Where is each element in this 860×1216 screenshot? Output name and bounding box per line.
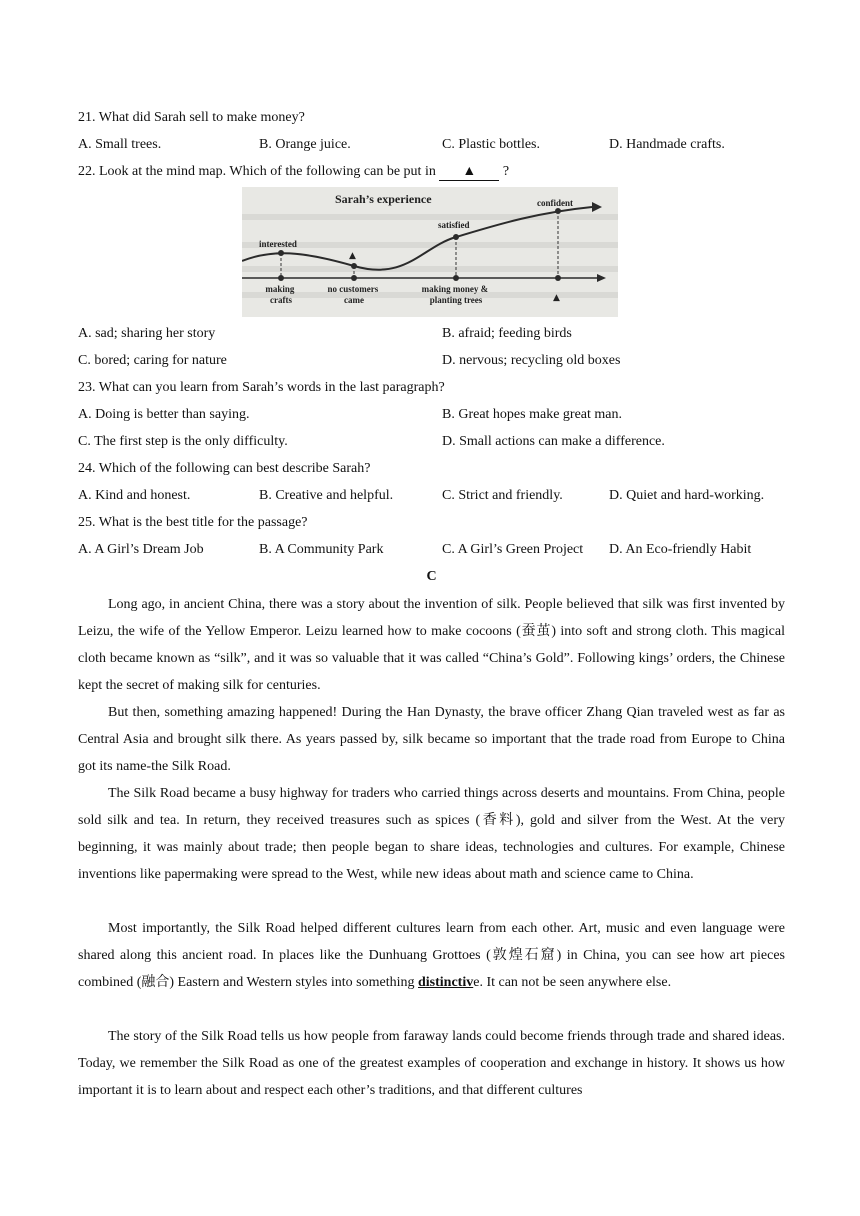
event-making-money: making money & planting trees	[421, 284, 489, 305]
question-23-stem: 23. What can you learn from Sarah’s words in the last paragraph?	[78, 380, 445, 395]
q22-option-d: D. nervous; recycling old boxes	[442, 353, 621, 368]
feeling-blank: ▲	[349, 251, 356, 261]
q25-option-d: D. An Eco-friendly Habit	[609, 542, 752, 557]
feeling-confident: confident	[537, 198, 573, 208]
q24-option-d: D. Quiet and hard-working.	[609, 488, 765, 503]
q23-option-c: C. The first step is the only difficulty.	[78, 434, 288, 449]
event-no-customers: no customers came	[327, 284, 379, 305]
mind-map-figure	[242, 187, 618, 317]
q23-option-b: B. Great hopes make great man.	[442, 407, 622, 422]
q23-option-a: A. Doing is better than saying.	[78, 407, 250, 422]
passage-paragraph-3: The Silk Road became a busy highway for traders who carried things across deserts and mountains. From China, people sold silk and tea. In return, they received treasures such as spices (香料), gold and silver from the West. At the very beginning, it was mainly about trade; then people began to share ideas, technologies and cultures. For example, Chinese inventions like papermaking were spread to the West, while new ideas about math and science came to China.	[78, 786, 785, 882]
mind-map-title: Sarah’s experience	[335, 192, 432, 206]
q22-blank: ▲	[439, 164, 499, 181]
question-24-stem: 24. Which of the following can best describe Sarah?	[78, 461, 371, 476]
q22-stem-text: 22. Look at the mind map. Which of the following can be put in	[78, 164, 440, 179]
section-heading: C	[426, 569, 437, 584]
q21-option-d: D. Handmade crafts.	[609, 137, 725, 152]
q21-option-a: A. Small trees.	[78, 137, 162, 152]
passage-paragraph-2: But then, something amazing happened! During the Han Dynasty, the brave officer Zhang Qian traveled west as far as Central Asia and brought silk there. As years passed by, silk became so important that the trade road from Europe to China got its name-the Silk Road.	[78, 705, 785, 774]
question-25-stem: 25. What is the best title for the passage?	[78, 515, 308, 530]
q24-option-a: A. Kind and honest.	[78, 488, 191, 503]
underlined-word: distinctiv	[418, 975, 474, 990]
paragraph-4-end: e. It can not be seen anywhere else.	[473, 975, 672, 990]
q22-option-a: A. sad; sharing her story	[78, 326, 216, 341]
passage-paragraph-4	[78, 915, 785, 996]
q25-option-a: A. A Girl’s Dream Job	[78, 542, 204, 557]
feeling-satisfied: satisfied	[438, 220, 470, 230]
event-blank: ▲	[553, 293, 560, 303]
question-21-stem: 21. What did Sarah sell to make money?	[78, 110, 305, 125]
event-making-crafts: making crafts	[265, 284, 295, 305]
paragraph-4-text: Most importantly, the Silk Road helped different cultures learn from each other. Art, music and even language were shared along this ancient road. In places like the Dunhuang Grottoes (敦煌石窟) in China, you can see how art pieces combined (融合) Eastern and Western styles into something	[78, 921, 785, 990]
question-22-stem	[78, 162, 509, 182]
q22-stem-end: ?	[502, 164, 510, 179]
q22-option-b: B. afraid; feeding birds	[442, 326, 572, 341]
feeling-interested: interested	[259, 239, 297, 249]
q23-option-d: D. Small actions can make a difference.	[442, 434, 665, 449]
q25-option-b: B. A Community Park	[259, 542, 384, 557]
mind-map-svg	[242, 187, 618, 317]
q24-option-b: B. Creative and helpful.	[259, 488, 394, 503]
q25-option-c: C. A Girl’s Green Project	[442, 542, 584, 557]
q21-option-b: B. Orange juice.	[259, 137, 351, 152]
passage-paragraph-1: Long ago, in ancient China, there was a story about the invention of silk. People believed that silk was first invented by Leizu, the wife of the Yellow Emperor. Leizu learned how to make cocoons (蚕茧) into soft and strong cloth. This magical cloth became known as “silk”, and it was so valuable that it was called “China’s Gold”. Following kings’ orders, the Chinese kept the secret of making silk for centuries.	[78, 597, 785, 693]
q24-option-c: C. Strict and friendly.	[442, 488, 563, 503]
q21-option-c: C. Plastic bottles.	[442, 137, 540, 152]
passage-paragraph-5: The story of the Silk Road tells us how people from faraway lands could become friends through trade and shared ideas. Today, we remember the Silk Road as one of the greatest examples of cooperation and exchange in history. It shows us how important it is to learn about and respect each other’s traditions, and that different cultures	[78, 1029, 785, 1098]
q22-option-c: C. bored; caring for nature	[78, 353, 227, 368]
